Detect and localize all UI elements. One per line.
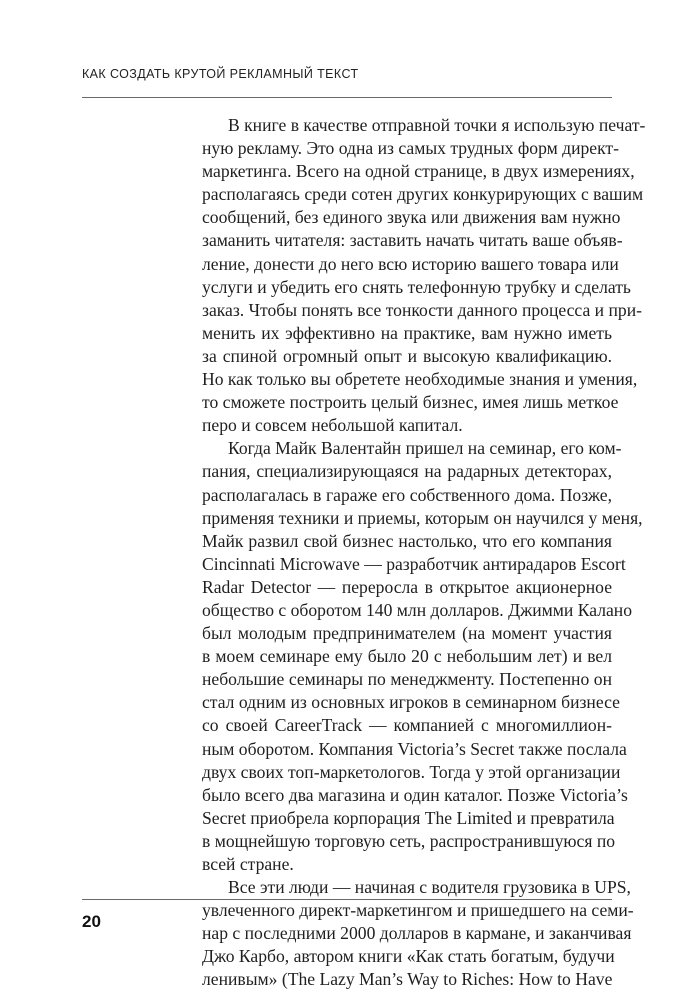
text-line: нар с последними 2000 долларов в кармане, и заканчивая: [202, 923, 632, 944]
text-line: располагаясь среди сотен других конкурирующих с вашим: [202, 184, 644, 205]
text-line: В книге в качестве отправной точки я использую печат-: [228, 115, 646, 135]
text-line: менить их эффективно на практике, вам нужно иметь: [202, 322, 612, 343]
text-line: Cincinnati Microwave — разработчик антирадаров Escort: [202, 553, 626, 574]
text-line: со своей CareerTrack — компанией с многомиллион-: [202, 715, 612, 736]
text-line: Майк развил свой бизнес настолько, что его компания: [202, 530, 612, 551]
text-line: Secret приобрела корпорация The Limited и превратила: [202, 807, 615, 828]
text-line: ление, донести до него всю историю вашего товара или: [202, 253, 619, 274]
text-line: маркетинга. Всего на одной странице, в двух измерениях,: [202, 161, 635, 182]
text-line: ную рекламу. Это одна из самых трудных форм директ-: [202, 138, 619, 159]
text-line: Когда Майк Валентайн пришел на семинар, его ком-: [228, 438, 622, 459]
text-line: всей стране.: [202, 854, 294, 874]
text-line: небольшие семинары по менеджменту. Постепенно он: [202, 669, 612, 690]
footer-rule: [82, 899, 612, 900]
text-line: заказ. Чтобы понять все тонкости данного процесса и при-: [202, 299, 642, 320]
text-line: пания, специализирующаяся на радарных детекторах,: [202, 461, 612, 482]
text-line: общество с оборотом 140 млн долларов. Джимми Калано: [202, 599, 633, 620]
text-line: Radar Detector — переросла в открытое акционерное: [202, 576, 612, 597]
text-line: было всего два магазина и один каталог. Позже Victoria’s: [202, 784, 628, 805]
text-line: за спиной огромный опыт и высокую квалификацию.: [202, 345, 612, 366]
text-line: Джо Карбо, автором книги «Как стать богатым, будучи: [202, 946, 615, 967]
header-rule: [82, 97, 612, 98]
text-line: ным оборотом. Компания Victoria’s Secret также послала: [202, 738, 627, 759]
text-line: в моем семинаре ему было 20 с небольшим лет) и вел: [202, 646, 612, 667]
text-line: ленивым» (The Lazy Man’s Way to Riches: How to Have: [202, 969, 613, 990]
text-line: стал одним из основных игроков в семинарном бизнесе: [202, 692, 620, 713]
text-line: был молодым предпринимателем (на момент участия: [202, 623, 612, 644]
text-line: увлеченного директ-маркетингом и пришедшего на семи-: [202, 900, 634, 921]
text-line: сообщений, без единого звука или движения вам нужно: [202, 207, 621, 228]
body-text: [202, 114, 646, 992]
text-line: то сможете построить целый бизнес, имея лишь меткое: [202, 392, 619, 413]
text-line: применяя техники и приемы, которым он научился у меня,: [202, 507, 643, 528]
text-line: заманить читателя: заставить начать читать ваше объяв-: [202, 230, 623, 251]
text-line: двух своих топ-маркетологов. Тогда у этой организации: [202, 761, 621, 782]
text-line: услуги и убедить его снять телефонную трубку и сделать: [202, 276, 631, 297]
running-head: КАК СОЗДАТЬ КРУТОЙ РЕКЛАМНЫЙ ТЕКСТ: [82, 67, 359, 81]
page-number: 20: [82, 912, 101, 931]
text-line: Все эти люди — начиная с водителя грузовика в UPS,: [228, 877, 631, 898]
text-line: перо и совсем небольшой капитал.: [202, 415, 463, 436]
text-line: в мощнейшую торговую сеть, распространившуюся по: [202, 830, 616, 851]
text-line: располагалась в гараже его собственного дома. Позже,: [202, 484, 612, 505]
text-line: Но как только вы обретете необходимые знания и умения,: [202, 369, 638, 390]
